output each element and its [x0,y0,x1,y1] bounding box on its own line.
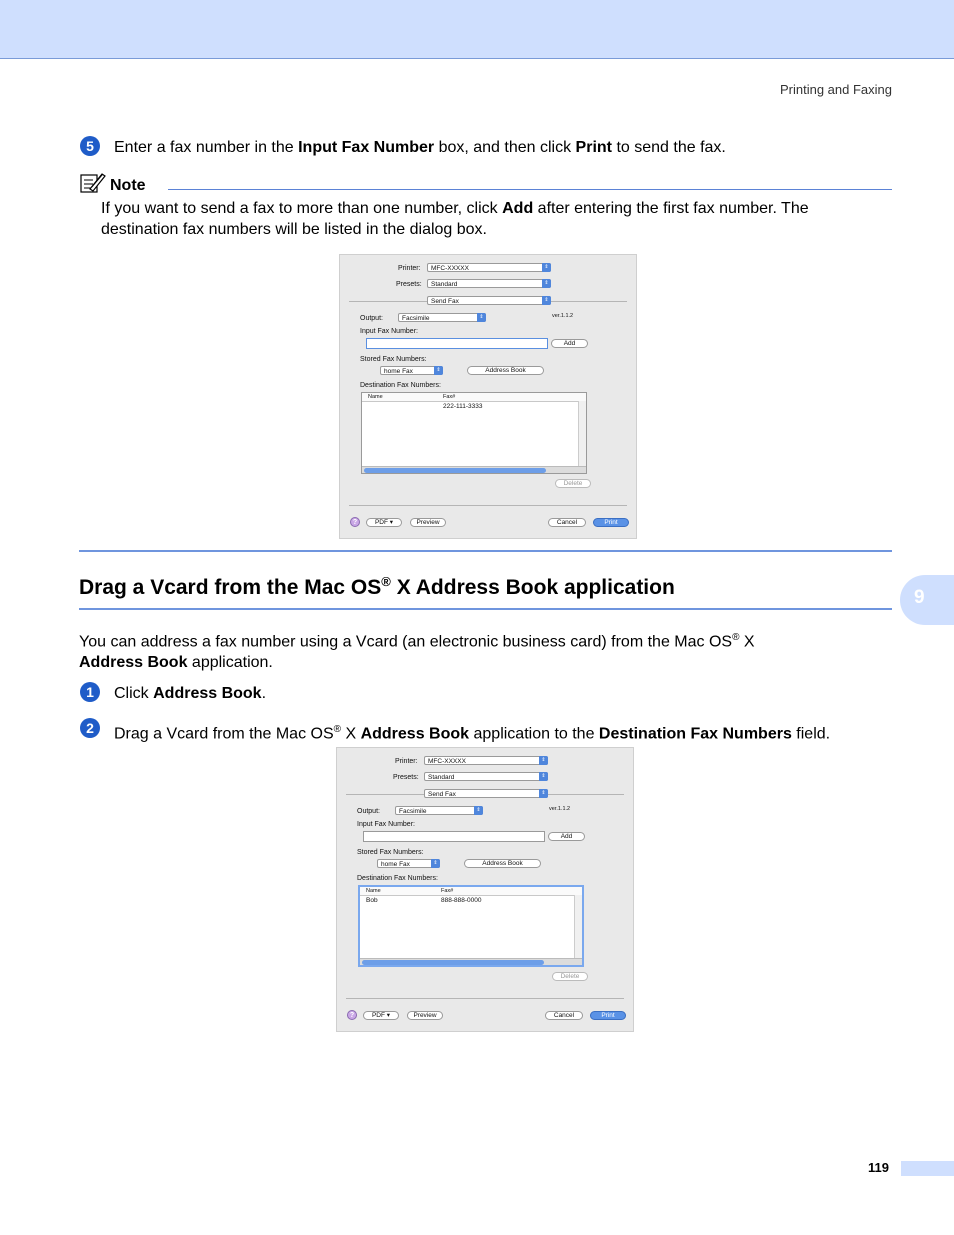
input-fax-number-field[interactable] [366,338,548,349]
step-2-t3: application to the [469,725,599,743]
delete-button[interactable]: Delete [555,479,591,488]
scrollbar-thumb[interactable] [362,960,544,965]
chapter-tab [900,575,954,625]
intro-t3: application. [187,654,273,672]
destination-fax-table[interactable] [361,392,587,474]
presets-value: Standard [431,281,458,288]
page-number: 119 [868,1160,889,1175]
section-title-b: X Address Book application [390,576,675,599]
printer-value: MFC-XXXXX [428,758,466,765]
pdf-button[interactable]: PDF ▾ [363,1011,399,1020]
printer-value: MFC-XXXXX [431,265,469,272]
step-5-t3: to send the fax. [612,139,726,156]
output-label: Output: [357,808,380,815]
horizontal-scrollbar[interactable] [362,466,586,473]
separator [346,998,624,999]
output-value: Facsimile [399,808,427,815]
column-name: Name [366,888,381,894]
print-dialog-screenshot-1 [339,254,637,539]
footer-bar [901,1161,954,1176]
input-fax-number-label: Input Fax Number: [357,821,415,828]
help-button[interactable]: ? [347,1010,357,1020]
popup-arrow-icon: ⇕ [542,279,551,288]
popup-arrow-icon: ⇕ [434,366,443,375]
table-row-fax: 888-888-0000 [441,897,482,904]
step-2-b2: Destination Fax Numbers [598,725,792,743]
cancel-button[interactable]: Cancel [548,518,586,527]
section-title-sup: ® [381,574,391,589]
printer-popup[interactable] [424,756,548,765]
table-row-fax: 222-111-3333 [443,403,483,410]
panel-value: Send Fax [431,298,459,305]
popup-arrow-icon: ⇕ [542,263,551,272]
section-rule-top [79,550,892,552]
step-5-badge: 5 [80,136,100,156]
stored-fax-numbers-label: Stored Fax Numbers: [360,356,427,363]
note-pencil-icon [80,172,106,194]
output-value: Facsimile [402,315,430,322]
note-label: Note [110,177,146,194]
step-5-b1: Input Fax Number [298,139,435,156]
destination-fax-numbers-label: Destination Fax Numbers: [360,382,441,389]
step-5-t1: Enter a fax number in the [114,139,299,156]
vertical-scrollbar[interactable] [578,401,586,466]
horizontal-scrollbar[interactable] [360,958,582,965]
presets-label: Presets: [393,774,419,781]
output-popup[interactable] [398,313,486,322]
print-button[interactable]: Print [593,518,629,527]
output-label: Output: [360,315,383,322]
note-text [101,198,881,240]
step-5-b2: Print [575,139,612,156]
add-button[interactable]: Add [548,832,585,841]
address-book-button[interactable]: Address Book [464,859,541,868]
intro-t2: X [739,633,755,651]
table-header [360,887,582,896]
stored-fax-popup[interactable] [377,859,440,868]
popup-arrow-icon: ⇕ [477,313,486,322]
preview-button[interactable]: Preview [410,518,446,527]
section-title [79,574,675,600]
presets-popup[interactable] [427,279,551,288]
header-band [0,0,954,59]
panel-popup[interactable] [427,296,551,305]
stored-fax-numbers-label: Stored Fax Numbers: [357,849,424,856]
step-1-b1: Address Book [153,685,262,702]
intro-t1: You can address a fax number using a Vcard (an electronic business card) from the Mac OS [79,633,733,651]
note-b1: Add [502,200,534,217]
input-fax-number-field[interactable] [363,831,545,842]
input-fax-number-label: Input Fax Number: [360,328,418,335]
address-book-button[interactable]: Address Book [467,366,544,375]
presets-popup[interactable] [424,772,548,781]
note-rule [168,189,892,190]
output-popup[interactable] [395,806,483,815]
separator [349,505,627,506]
step-1-text [114,683,266,704]
step-5-text [114,137,726,158]
popup-arrow-icon: ⇕ [431,859,440,868]
running-head: Printing and Faxing [779,82,892,97]
step-1-badge: 1 [80,682,100,702]
destination-fax-numbers-label: Destination Fax Numbers: [357,875,438,882]
popup-arrow-icon: ⇕ [539,756,548,765]
popup-arrow-icon: ⇕ [539,772,548,781]
stored-fax-value: home Fax [381,861,410,868]
print-button[interactable]: Print [590,1011,626,1020]
add-button[interactable]: Add [551,339,588,348]
step-1-t1: Click [114,685,154,702]
preview-button[interactable]: Preview [407,1011,443,1020]
version-label: ver.1.1.2 [552,313,574,319]
help-button[interactable]: ? [350,517,360,527]
vertical-scrollbar[interactable] [574,895,582,958]
print-dialog-screenshot-2 [336,747,634,1032]
column-name: Name [368,394,383,400]
popup-arrow-icon: ⇕ [542,296,551,305]
step-5-t2: box, and then click [434,139,576,156]
cancel-button[interactable]: Cancel [545,1011,583,1020]
pdf-button[interactable]: PDF ▾ [366,518,402,527]
step-2-badge: 2 [80,718,100,738]
stored-fax-value: home Fax [384,368,413,375]
column-fax: Fax# [441,888,454,894]
section-rule-bottom [79,608,892,610]
printer-label: Printer: [395,758,418,765]
delete-button[interactable]: Delete [552,972,588,981]
scrollbar-thumb[interactable] [364,468,546,473]
printer-popup[interactable] [427,263,551,272]
table-header [362,393,586,402]
presets-value: Standard [428,774,455,781]
stored-fax-popup[interactable] [380,366,443,375]
intro-b1: Address Book [79,654,188,672]
note-t2: after entering the first fax number. The destination fax numbers will be listed in the dialog box. [101,200,809,238]
step-2-sup: ® [333,724,342,735]
panel-popup[interactable] [424,789,548,798]
popup-arrow-icon: ⇕ [474,806,483,815]
note-t1: If you want to send a fax to more than one number, click [101,200,503,217]
step-2-t1: Drag a Vcard from the Mac OS [114,725,334,743]
chapter-number: 9 [914,587,925,608]
section-title-a: Drag a Vcard from the Mac OS [79,576,382,599]
step-1-t2: . [261,685,267,702]
printer-label: Printer: [398,265,421,272]
version-label: ver.1.1.2 [549,806,571,812]
intro-sup: ® [732,632,740,643]
presets-label: Presets: [396,281,422,288]
step-2-t4: field. [791,725,831,743]
intro-paragraph [79,627,869,673]
step-2-text [114,719,830,744]
panel-value: Send Fax [428,791,456,798]
step-2-b1: Address Book [360,725,470,743]
popup-arrow-icon: ⇕ [539,789,548,798]
column-fax: Fax# [443,394,456,400]
step-2-t2: X [341,725,361,743]
destination-fax-table[interactable] [358,885,584,967]
table-row-name: Bob [366,897,378,904]
